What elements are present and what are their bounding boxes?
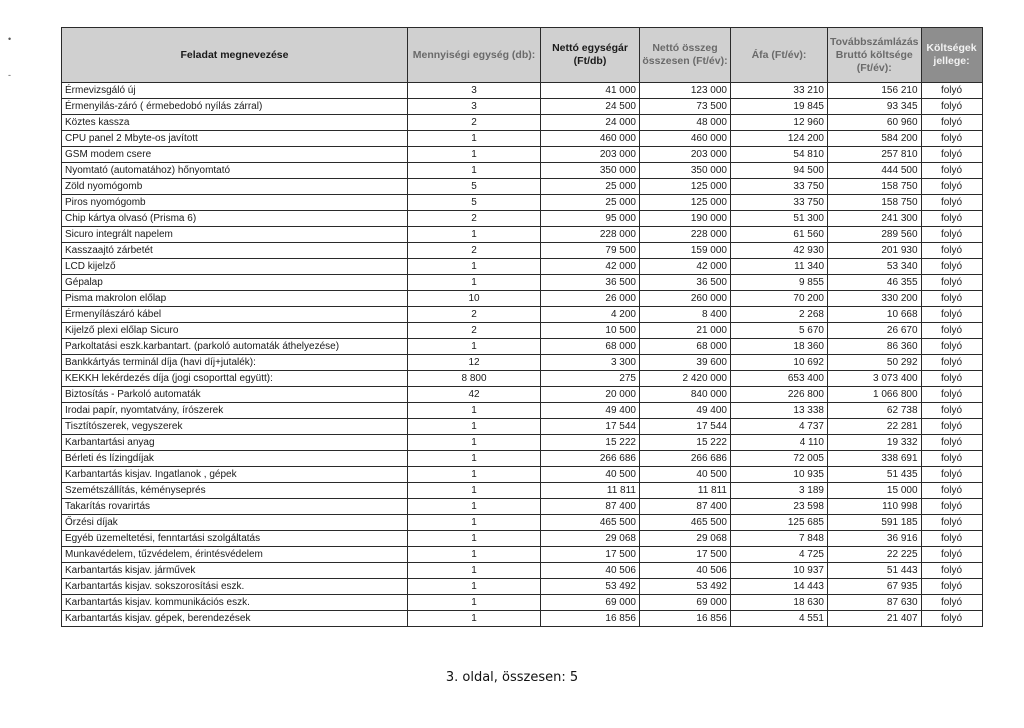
header-unit-price: Nettó egységár (Ft/db) xyxy=(541,28,640,83)
cell-type: folyó xyxy=(921,259,982,275)
table-row xyxy=(62,467,983,483)
cell-unit-price: 17 544 xyxy=(541,419,640,435)
cell-type: folyó xyxy=(921,595,982,611)
cell-name: Zöld nyomógomb xyxy=(62,179,408,195)
cell-vat: 3 189 xyxy=(731,483,828,499)
cell-qty: 1 xyxy=(408,467,541,483)
cell-net-total: 203 000 xyxy=(640,147,731,163)
cell-type: folyó xyxy=(921,611,982,627)
cell-type: folyó xyxy=(921,275,982,291)
cell-gross: 53 340 xyxy=(828,259,922,275)
cell-gross: 21 407 xyxy=(828,611,922,627)
table-row xyxy=(62,99,983,115)
cell-gross: 46 355 xyxy=(828,275,922,291)
table-row xyxy=(62,563,983,579)
cell-name: Érmenyilás-záró ( érmebedobó nyílás zárral) xyxy=(62,99,408,115)
cell-name: Őrzési díjak xyxy=(62,515,408,531)
cell-type: folyó xyxy=(921,499,982,515)
table-row xyxy=(62,419,983,435)
cell-type: folyó xyxy=(921,339,982,355)
cell-unit-price: 24 500 xyxy=(541,99,640,115)
cell-name: Munkavédelem, tűzvédelem, érintésvédelem xyxy=(62,547,408,563)
cell-gross: 338 691 xyxy=(828,451,922,467)
cell-qty: 1 xyxy=(408,531,541,547)
cell-type: folyó xyxy=(921,323,982,339)
cell-type: folyó xyxy=(921,515,982,531)
cell-unit-price: 460 000 xyxy=(541,131,640,147)
cell-vat: 18 360 xyxy=(731,339,828,355)
cell-gross: 62 738 xyxy=(828,403,922,419)
cell-name: Sicuro integrált napelem xyxy=(62,227,408,243)
cell-unit-price: 36 500 xyxy=(541,275,640,291)
cell-vat: 7 848 xyxy=(731,531,828,547)
cell-gross: 60 960 xyxy=(828,115,922,131)
cell-net-total: 123 000 xyxy=(640,83,731,99)
table-row xyxy=(62,275,983,291)
cell-net-total: 125 000 xyxy=(640,179,731,195)
table-row xyxy=(62,179,983,195)
cell-name: Karbantartás kisjav. járművek xyxy=(62,563,408,579)
cell-net-total: 40 506 xyxy=(640,563,731,579)
table-row xyxy=(62,211,983,227)
cell-name: Piros nyomógomb xyxy=(62,195,408,211)
cell-qty: 1 xyxy=(408,339,541,355)
cell-gross: 584 200 xyxy=(828,131,922,147)
table-row xyxy=(62,451,983,467)
cell-net-total: 125 000 xyxy=(640,195,731,211)
cell-name: CPU panel 2 Mbyte-os javított xyxy=(62,131,408,147)
cell-net-total: 17 544 xyxy=(640,419,731,435)
cell-vat: 51 300 xyxy=(731,211,828,227)
cell-qty: 2 xyxy=(408,211,541,227)
cell-vat: 10 935 xyxy=(731,467,828,483)
cell-unit-price: 29 068 xyxy=(541,531,640,547)
cell-type: folyó xyxy=(921,83,982,99)
cell-qty: 2 xyxy=(408,307,541,323)
cell-net-total: 40 500 xyxy=(640,467,731,483)
cell-type: folyó xyxy=(921,419,982,435)
cell-vat: 11 340 xyxy=(731,259,828,275)
cell-unit-price: 350 000 xyxy=(541,163,640,179)
cell-type: folyó xyxy=(921,435,982,451)
table-row xyxy=(62,579,983,595)
cell-qty: 12 xyxy=(408,355,541,371)
cell-unit-price: 26 000 xyxy=(541,291,640,307)
cell-name: Takarítás rovarirtás xyxy=(62,499,408,515)
cell-qty: 1 xyxy=(408,547,541,563)
cell-type: folyó xyxy=(921,147,982,163)
cell-unit-price: 25 000 xyxy=(541,195,640,211)
cell-vat: 33 750 xyxy=(731,179,828,195)
table-row xyxy=(62,291,983,307)
cell-type: folyó xyxy=(921,163,982,179)
table-row xyxy=(62,163,983,179)
cell-net-total: 2 420 000 xyxy=(640,371,731,387)
cell-qty: 2 xyxy=(408,115,541,131)
cell-net-total: 260 000 xyxy=(640,291,731,307)
cell-vat: 94 500 xyxy=(731,163,828,179)
cell-net-total: 87 400 xyxy=(640,499,731,515)
cell-vat: 72 005 xyxy=(731,451,828,467)
cell-gross: 156 210 xyxy=(828,83,922,99)
table-row xyxy=(62,83,983,99)
cell-qty: 1 xyxy=(408,563,541,579)
cell-gross: 67 935 xyxy=(828,579,922,595)
cell-gross: 201 930 xyxy=(828,243,922,259)
cost-table xyxy=(61,27,983,627)
cell-gross: 15 000 xyxy=(828,483,922,499)
cell-net-total: 8 400 xyxy=(640,307,731,323)
table-row xyxy=(62,147,983,163)
cell-gross: 22 281 xyxy=(828,419,922,435)
cell-unit-price: 16 856 xyxy=(541,611,640,627)
cell-net-total: 266 686 xyxy=(640,451,731,467)
cell-name: Gépalap xyxy=(62,275,408,291)
cell-name: Egyéb üzemeltetési, fenntartási szolgáltatás xyxy=(62,531,408,547)
header-vat: Áfa (Ft/év): xyxy=(731,28,828,83)
cell-vat: 2 268 xyxy=(731,307,828,323)
cell-type: folyó xyxy=(921,179,982,195)
cell-net-total: 68 000 xyxy=(640,339,731,355)
cell-vat: 18 630 xyxy=(731,595,828,611)
cell-qty: 3 xyxy=(408,99,541,115)
cell-qty: 1 xyxy=(408,227,541,243)
cell-vat: 13 338 xyxy=(731,403,828,419)
cell-vat: 54 810 xyxy=(731,147,828,163)
cell-vat: 19 845 xyxy=(731,99,828,115)
table-row xyxy=(62,243,983,259)
cell-qty: 2 xyxy=(408,243,541,259)
table-row xyxy=(62,483,983,499)
cell-net-total: 36 500 xyxy=(640,275,731,291)
cell-net-total: 840 000 xyxy=(640,387,731,403)
cell-net-total: 350 000 xyxy=(640,163,731,179)
cell-qty: 1 xyxy=(408,579,541,595)
table-row xyxy=(62,115,983,131)
cell-unit-price: 3 300 xyxy=(541,355,640,371)
cell-type: folyó xyxy=(921,403,982,419)
cell-name: Érmenyílászáró kábel xyxy=(62,307,408,323)
cell-qty: 5 xyxy=(408,179,541,195)
cell-gross: 19 332 xyxy=(828,435,922,451)
cell-vat: 653 400 xyxy=(731,371,828,387)
cell-net-total: 48 000 xyxy=(640,115,731,131)
cell-type: folyó xyxy=(921,531,982,547)
cell-type: folyó xyxy=(921,131,982,147)
cell-gross: 3 073 400 xyxy=(828,371,922,387)
cell-type: folyó xyxy=(921,195,982,211)
cell-unit-price: 15 222 xyxy=(541,435,640,451)
page-footer: 3. oldal, összesen: 5 xyxy=(445,670,579,685)
cell-unit-price: 275 xyxy=(541,371,640,387)
cell-qty: 1 xyxy=(408,611,541,627)
cell-unit-price: 20 000 xyxy=(541,387,640,403)
cell-unit-price: 465 500 xyxy=(541,515,640,531)
cell-vat: 226 800 xyxy=(731,387,828,403)
cell-name: Karbantartás kisjav. sokszorosítási eszk. xyxy=(62,579,408,595)
cell-net-total: 228 000 xyxy=(640,227,731,243)
cell-vat: 9 855 xyxy=(731,275,828,291)
cell-net-total: 49 400 xyxy=(640,403,731,419)
cell-vat: 5 670 xyxy=(731,323,828,339)
cell-unit-price: 24 000 xyxy=(541,115,640,131)
cell-gross: 10 668 xyxy=(828,307,922,323)
cell-qty: 1 xyxy=(408,259,541,275)
cell-unit-price: 42 000 xyxy=(541,259,640,275)
cell-net-total: 159 000 xyxy=(640,243,731,259)
cell-unit-price: 4 200 xyxy=(541,307,640,323)
cell-qty: 1 xyxy=(408,275,541,291)
header-type: Költségek jellege: xyxy=(921,28,982,83)
table-row xyxy=(62,403,983,419)
cell-type: folyó xyxy=(921,243,982,259)
cell-name: Chip kártya olvasó (Prisma 6) xyxy=(62,211,408,227)
cell-qty: 1 xyxy=(408,515,541,531)
cell-qty: 1 xyxy=(408,131,541,147)
cell-gross: 1 066 800 xyxy=(828,387,922,403)
cell-vat: 10 937 xyxy=(731,563,828,579)
cell-name: Biztosítás - Parkoló automaták xyxy=(62,387,408,403)
cell-unit-price: 11 811 xyxy=(541,483,640,499)
cell-unit-price: 68 000 xyxy=(541,339,640,355)
cell-gross: 26 670 xyxy=(828,323,922,339)
table-row xyxy=(62,355,983,371)
cell-net-total: 465 500 xyxy=(640,515,731,531)
cell-type: folyó xyxy=(921,483,982,499)
cell-type: folyó xyxy=(921,467,982,483)
cell-name: Parkoltatási eszk.karbantart. (parkoló automaták áthelyezése) xyxy=(62,339,408,355)
cell-unit-price: 10 500 xyxy=(541,323,640,339)
cell-gross: 51 443 xyxy=(828,563,922,579)
cell-gross: 86 360 xyxy=(828,339,922,355)
header-gross: Továbbszámlázás Bruttó költsége (Ft/év): xyxy=(828,28,922,83)
cell-type: folyó xyxy=(921,227,982,243)
cell-net-total: 460 000 xyxy=(640,131,731,147)
cell-name: Karbantartás kisjav. Ingatlanok , gépek xyxy=(62,467,408,483)
cell-net-total: 16 856 xyxy=(640,611,731,627)
cell-gross: 330 200 xyxy=(828,291,922,307)
cell-name: KEKKH lekérdezés díja (jogi csoporttal együtt): xyxy=(62,371,408,387)
cell-unit-price: 49 400 xyxy=(541,403,640,419)
cell-vat: 42 930 xyxy=(731,243,828,259)
cell-name: Kasszaajtó zárbetét xyxy=(62,243,408,259)
header-name: Feladat megnevezése xyxy=(62,28,408,83)
cell-name: Karbantartás kisjav. kommunikációs eszk. xyxy=(62,595,408,611)
cell-name: Kijelző plexi előlap Sicuro xyxy=(62,323,408,339)
cell-unit-price: 17 500 xyxy=(541,547,640,563)
cell-vat: 70 200 xyxy=(731,291,828,307)
cell-type: folyó xyxy=(921,115,982,131)
cell-net-total: 29 068 xyxy=(640,531,731,547)
cell-qty: 10 xyxy=(408,291,541,307)
cell-type: folyó xyxy=(921,355,982,371)
cell-net-total: 42 000 xyxy=(640,259,731,275)
cell-gross: 50 292 xyxy=(828,355,922,371)
cell-name: LCD kijelző xyxy=(62,259,408,275)
table-row xyxy=(62,339,983,355)
cell-qty: 1 xyxy=(408,499,541,515)
cell-type: folyó xyxy=(921,563,982,579)
table-row xyxy=(62,323,983,339)
cell-type: folyó xyxy=(921,579,982,595)
cell-gross: 591 185 xyxy=(828,515,922,531)
table-row xyxy=(62,547,983,563)
table-row xyxy=(62,307,983,323)
cell-vat: 4 725 xyxy=(731,547,828,563)
scan-dot-mark: • xyxy=(8,34,12,44)
cell-name: Tisztítószerek, vegyszerek xyxy=(62,419,408,435)
cell-vat: 33 750 xyxy=(731,195,828,211)
cell-type: folyó xyxy=(921,291,982,307)
table-row xyxy=(62,515,983,531)
cell-name: GSM modem csere xyxy=(62,147,408,163)
cell-gross: 87 630 xyxy=(828,595,922,611)
cell-gross: 257 810 xyxy=(828,147,922,163)
cell-vat: 33 210 xyxy=(731,83,828,99)
cell-gross: 93 345 xyxy=(828,99,922,115)
cell-gross: 158 750 xyxy=(828,195,922,211)
cell-net-total: 73 500 xyxy=(640,99,731,115)
cell-name: Pisma makrolon előlap xyxy=(62,291,408,307)
cell-qty: 1 xyxy=(408,595,541,611)
cell-gross: 22 225 xyxy=(828,547,922,563)
cell-vat: 61 560 xyxy=(731,227,828,243)
cell-vat: 23 598 xyxy=(731,499,828,515)
cell-gross: 36 916 xyxy=(828,531,922,547)
cell-net-total: 11 811 xyxy=(640,483,731,499)
cell-name: Szemétszállítás, kéményseprés xyxy=(62,483,408,499)
cell-unit-price: 203 000 xyxy=(541,147,640,163)
cell-unit-price: 25 000 xyxy=(541,179,640,195)
cell-qty: 1 xyxy=(408,451,541,467)
table-body xyxy=(62,83,983,627)
cell-type: folyó xyxy=(921,451,982,467)
table-row xyxy=(62,611,983,627)
cell-vat: 4 551 xyxy=(731,611,828,627)
table-row xyxy=(62,435,983,451)
cell-qty: 2 xyxy=(408,323,541,339)
cell-name: Köztes kassza xyxy=(62,115,408,131)
cell-name: Érmevizsgáló új xyxy=(62,83,408,99)
cell-net-total: 53 492 xyxy=(640,579,731,595)
cell-unit-price: 79 500 xyxy=(541,243,640,259)
cell-type: folyó xyxy=(921,387,982,403)
scan-dash-mark: - xyxy=(8,70,11,80)
cell-net-total: 15 222 xyxy=(640,435,731,451)
cell-unit-price: 53 492 xyxy=(541,579,640,595)
cell-unit-price: 69 000 xyxy=(541,595,640,611)
header-qty: Mennyiségi egység (db): xyxy=(408,28,541,83)
cell-net-total: 69 000 xyxy=(640,595,731,611)
cell-unit-price: 41 000 xyxy=(541,83,640,99)
header-net-total: Nettó összeg összesen (Ft/év): xyxy=(640,28,731,83)
table-row xyxy=(62,195,983,211)
table-row xyxy=(62,499,983,515)
cell-net-total: 21 000 xyxy=(640,323,731,339)
cell-vat: 10 692 xyxy=(731,355,828,371)
cell-name: Bankkártyás terminál díja (havi díj+jutalék): xyxy=(62,355,408,371)
cell-qty: 42 xyxy=(408,387,541,403)
cell-type: folyó xyxy=(921,211,982,227)
cell-name: Karbantartás kisjav. gépek, berendezések xyxy=(62,611,408,627)
cell-unit-price: 228 000 xyxy=(541,227,640,243)
cell-name: Bérleti és lízingdíjak xyxy=(62,451,408,467)
cell-qty: 1 xyxy=(408,419,541,435)
cell-name: Nyomtató (automatához) hőnyomtató xyxy=(62,163,408,179)
cell-gross: 51 435 xyxy=(828,467,922,483)
cell-net-total: 190 000 xyxy=(640,211,731,227)
cell-gross: 110 998 xyxy=(828,499,922,515)
table-row xyxy=(62,227,983,243)
table-row xyxy=(62,531,983,547)
cell-type: folyó xyxy=(921,307,982,323)
cell-unit-price: 95 000 xyxy=(541,211,640,227)
cell-qty: 1 xyxy=(408,483,541,499)
cell-qty: 1 xyxy=(408,403,541,419)
cell-net-total: 39 600 xyxy=(640,355,731,371)
cell-qty: 1 xyxy=(408,435,541,451)
cell-vat: 4 110 xyxy=(731,435,828,451)
cell-unit-price: 40 500 xyxy=(541,467,640,483)
cell-qty: 3 xyxy=(408,83,541,99)
cell-unit-price: 40 506 xyxy=(541,563,640,579)
cell-vat: 4 737 xyxy=(731,419,828,435)
cell-vat: 12 960 xyxy=(731,115,828,131)
table-row xyxy=(62,387,983,403)
cell-qty: 5 xyxy=(408,195,541,211)
cell-type: folyó xyxy=(921,371,982,387)
cell-gross: 289 560 xyxy=(828,227,922,243)
cell-gross: 444 500 xyxy=(828,163,922,179)
table-row xyxy=(62,259,983,275)
table-row xyxy=(62,131,983,147)
table-row xyxy=(62,595,983,611)
table-header-row xyxy=(62,28,983,83)
cell-qty: 1 xyxy=(408,147,541,163)
cell-unit-price: 266 686 xyxy=(541,451,640,467)
table-row xyxy=(62,371,983,387)
cell-qty: 1 xyxy=(408,163,541,179)
cell-name: Irodai papír, nyomtatvány, írószerek xyxy=(62,403,408,419)
cell-name: Karbantartási anyag xyxy=(62,435,408,451)
cell-net-total: 17 500 xyxy=(640,547,731,563)
cell-vat: 124 200 xyxy=(731,131,828,147)
cell-vat: 125 685 xyxy=(731,515,828,531)
cell-unit-price: 87 400 xyxy=(541,499,640,515)
cell-qty: 8 800 xyxy=(408,371,541,387)
cell-gross: 241 300 xyxy=(828,211,922,227)
cell-type: folyó xyxy=(921,99,982,115)
cell-type: folyó xyxy=(921,547,982,563)
cell-vat: 14 443 xyxy=(731,579,828,595)
cell-gross: 158 750 xyxy=(828,179,922,195)
